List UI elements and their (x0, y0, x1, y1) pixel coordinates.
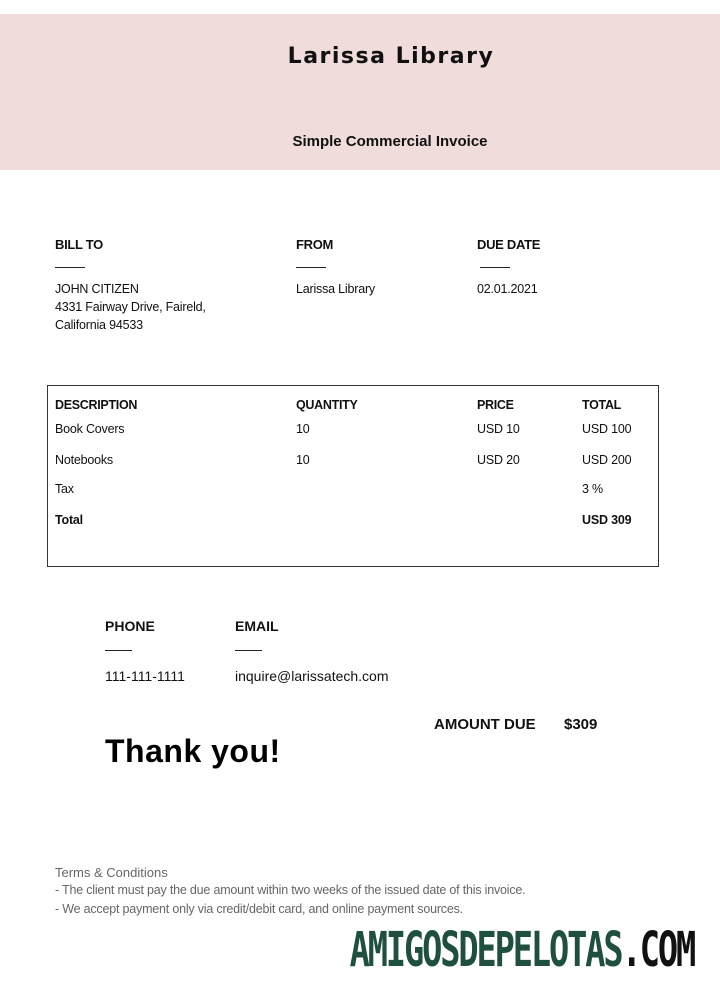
email-divider (235, 650, 262, 651)
row-2-total: USD 200 (582, 453, 632, 467)
col-header-total: TOTAL (582, 398, 622, 412)
bill-to-divider (55, 267, 85, 268)
thank-you-message: Thank you! (105, 733, 281, 769)
bill-to-name: JOHN CITIZEN (55, 282, 139, 296)
row-2-quantity: 10 (296, 453, 310, 467)
col-header-description: DESCRIPTION (55, 398, 138, 412)
row-1-quantity: 10 (296, 422, 310, 436)
from-name: Larissa Library (296, 282, 375, 296)
col-header-price: PRICE (477, 398, 514, 412)
due-date-value: 02.01.2021 (477, 282, 538, 296)
terms-line-2: - We accept payment only via credit/debit card, and online payment sources. (55, 902, 463, 916)
row-1-total: USD 100 (582, 422, 632, 436)
bill-to-address-line1: 4331 Fairway Drive, Faireld, (55, 300, 206, 314)
tax-label: Tax (55, 482, 74, 496)
phone-divider (105, 650, 132, 651)
watermark-logo (350, 922, 694, 978)
tax-value: 3 % (582, 482, 603, 496)
amount-due-value: $309 (564, 716, 598, 733)
row-2-price: USD 20 (477, 453, 520, 467)
bill-to-address-line2: California 94533 (55, 318, 143, 332)
items-table (47, 385, 659, 567)
col-header-quantity: QUANTITY (296, 398, 358, 412)
row-1-price: USD 10 (477, 422, 520, 436)
row-1-description: Book Covers (55, 422, 125, 436)
bill-to-label: BILL TO (55, 237, 103, 252)
watermark-part1: AMIGOSDEPELOTAS (349, 922, 622, 978)
amount-due-label: AMOUNT DUE (434, 716, 536, 733)
due-date-label: DUE DATE (477, 237, 541, 252)
row-2-description: Notebooks (55, 453, 113, 467)
terms-line-1: - The client must pay the due amount within two weeks of the issued date of this invoice. (55, 883, 526, 897)
terms-title: Terms & Conditions (55, 865, 168, 880)
watermark-part2: .COM (621, 922, 694, 978)
email-value: inquire@larissatech.com (235, 668, 389, 684)
due-date-divider (480, 267, 510, 268)
document-title: Simple Commercial Invoice (292, 133, 488, 150)
total-value: USD 309 (582, 513, 632, 527)
from-label: FROM (296, 237, 334, 252)
total-label: Total (55, 513, 83, 527)
phone-label: PHONE (105, 618, 155, 634)
company-name: Larissa Library (287, 44, 495, 69)
phone-value: 111-111-1111 (105, 668, 185, 684)
from-divider (296, 267, 326, 268)
email-label: EMAIL (235, 618, 279, 634)
